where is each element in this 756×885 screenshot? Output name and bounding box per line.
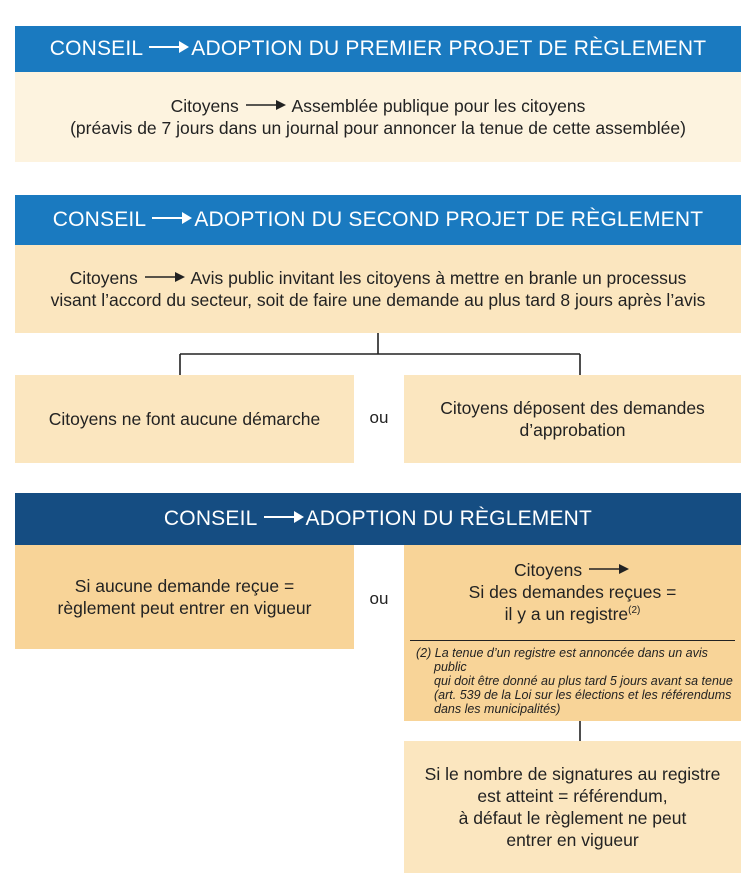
arrow-right-icon: [149, 36, 189, 60]
arrow-right-icon: [145, 266, 185, 288]
branch-connector: [0, 333, 756, 375]
footnote-marker: (2): [628, 605, 641, 617]
step2-body: [15, 245, 741, 333]
arrow-right-icon: [264, 506, 304, 530]
step3-registry-text: il y a un registre: [504, 604, 629, 624]
step2-option-requests-line1: Citoyens déposent des demandes: [440, 398, 705, 418]
step3-or-label: ou: [369, 589, 389, 608]
step1-header-actor: CONSEIL: [49, 37, 144, 60]
step3-requests-main: [404, 559, 741, 635]
step2-or-label: ou: [369, 408, 389, 427]
step3-final-line2: est atteint = référendum,: [477, 786, 668, 806]
step1-line1: [171, 95, 586, 117]
step2-header-actor: CONSEIL: [52, 208, 147, 231]
step3-final-box: [404, 741, 741, 873]
connector-to-final: [570, 721, 590, 741]
step3-no-request: [15, 545, 354, 649]
step2-option-no-action-text: Citoyens ne font aucune démarche: [48, 409, 321, 429]
step3-header: [15, 493, 741, 545]
step2-header-action: ADOPTION DU SECOND PROJET DE RÈGLEMENT: [194, 208, 704, 231]
step2-option-requests-line2: d’approbation: [519, 420, 626, 440]
step3-no-request-line1: Si aucune demande reçue =: [74, 576, 295, 596]
step3-footnote: [410, 646, 738, 716]
step1-action: Assemblée publique pour les citoyens: [291, 96, 586, 116]
footnote-line2: qui doit être donné au plus tard 5 jours avant sa tenue: [434, 674, 733, 688]
arrow-right-icon: [246, 94, 286, 116]
footnote-line3: (art. 539 de la Loi sur les élections et les référendums: [434, 688, 732, 702]
step3-no-request-line2: règlement peut entrer en vigueur: [57, 598, 312, 618]
step3-final-line4: entrer en vigueur: [506, 830, 639, 850]
step3-header-action: ADOPTION DU RÈGLEMENT: [305, 507, 593, 530]
step2-line1: [70, 267, 687, 289]
step3-requests-line2: Si des demandes reçues =: [468, 582, 677, 602]
step2-action: Avis public invitant les citoyens à mettre en branle un processus: [190, 268, 687, 288]
step2-option-no-action: [15, 375, 354, 463]
step2-line2: visant l’accord du secteur, soit de faire une demande au plus tard 8 jours après l’avis: [50, 290, 706, 310]
step3-final-line3: à défaut le règlement ne peut: [458, 808, 687, 828]
step1-header: [15, 26, 741, 72]
step3-final-line1: Si le nombre de signatures au registre: [424, 764, 721, 784]
step2-option-requests: [404, 375, 741, 463]
step3-requests-box: [404, 545, 741, 721]
step2-header: [15, 195, 741, 245]
footnote-divider: [410, 640, 735, 641]
footnote-line1: (2) La tenue d’un registre est annoncée dans un avis public: [416, 646, 708, 674]
step3-requests-line3: [505, 603, 641, 625]
step1-line2: (préavis de 7 jours dans un journal pour annoncer la tenue de cette assemblée): [70, 118, 686, 138]
step3-header-actor: CONSEIL: [163, 507, 258, 530]
step1-header-action: ADOPTION DU PREMIER PROJET DE RÈGLEMENT: [191, 37, 707, 60]
step1-body: [15, 72, 741, 162]
footnote-line4: dans les municipalités): [434, 702, 561, 716]
step2-actor: Citoyens: [69, 268, 138, 288]
step1-actor: Citoyens: [170, 96, 239, 116]
step3-actor: Citoyens: [514, 560, 583, 580]
arrow-right-icon: [589, 558, 629, 580]
step3-requests-line1: [514, 559, 631, 581]
arrow-right-icon: [152, 207, 192, 231]
